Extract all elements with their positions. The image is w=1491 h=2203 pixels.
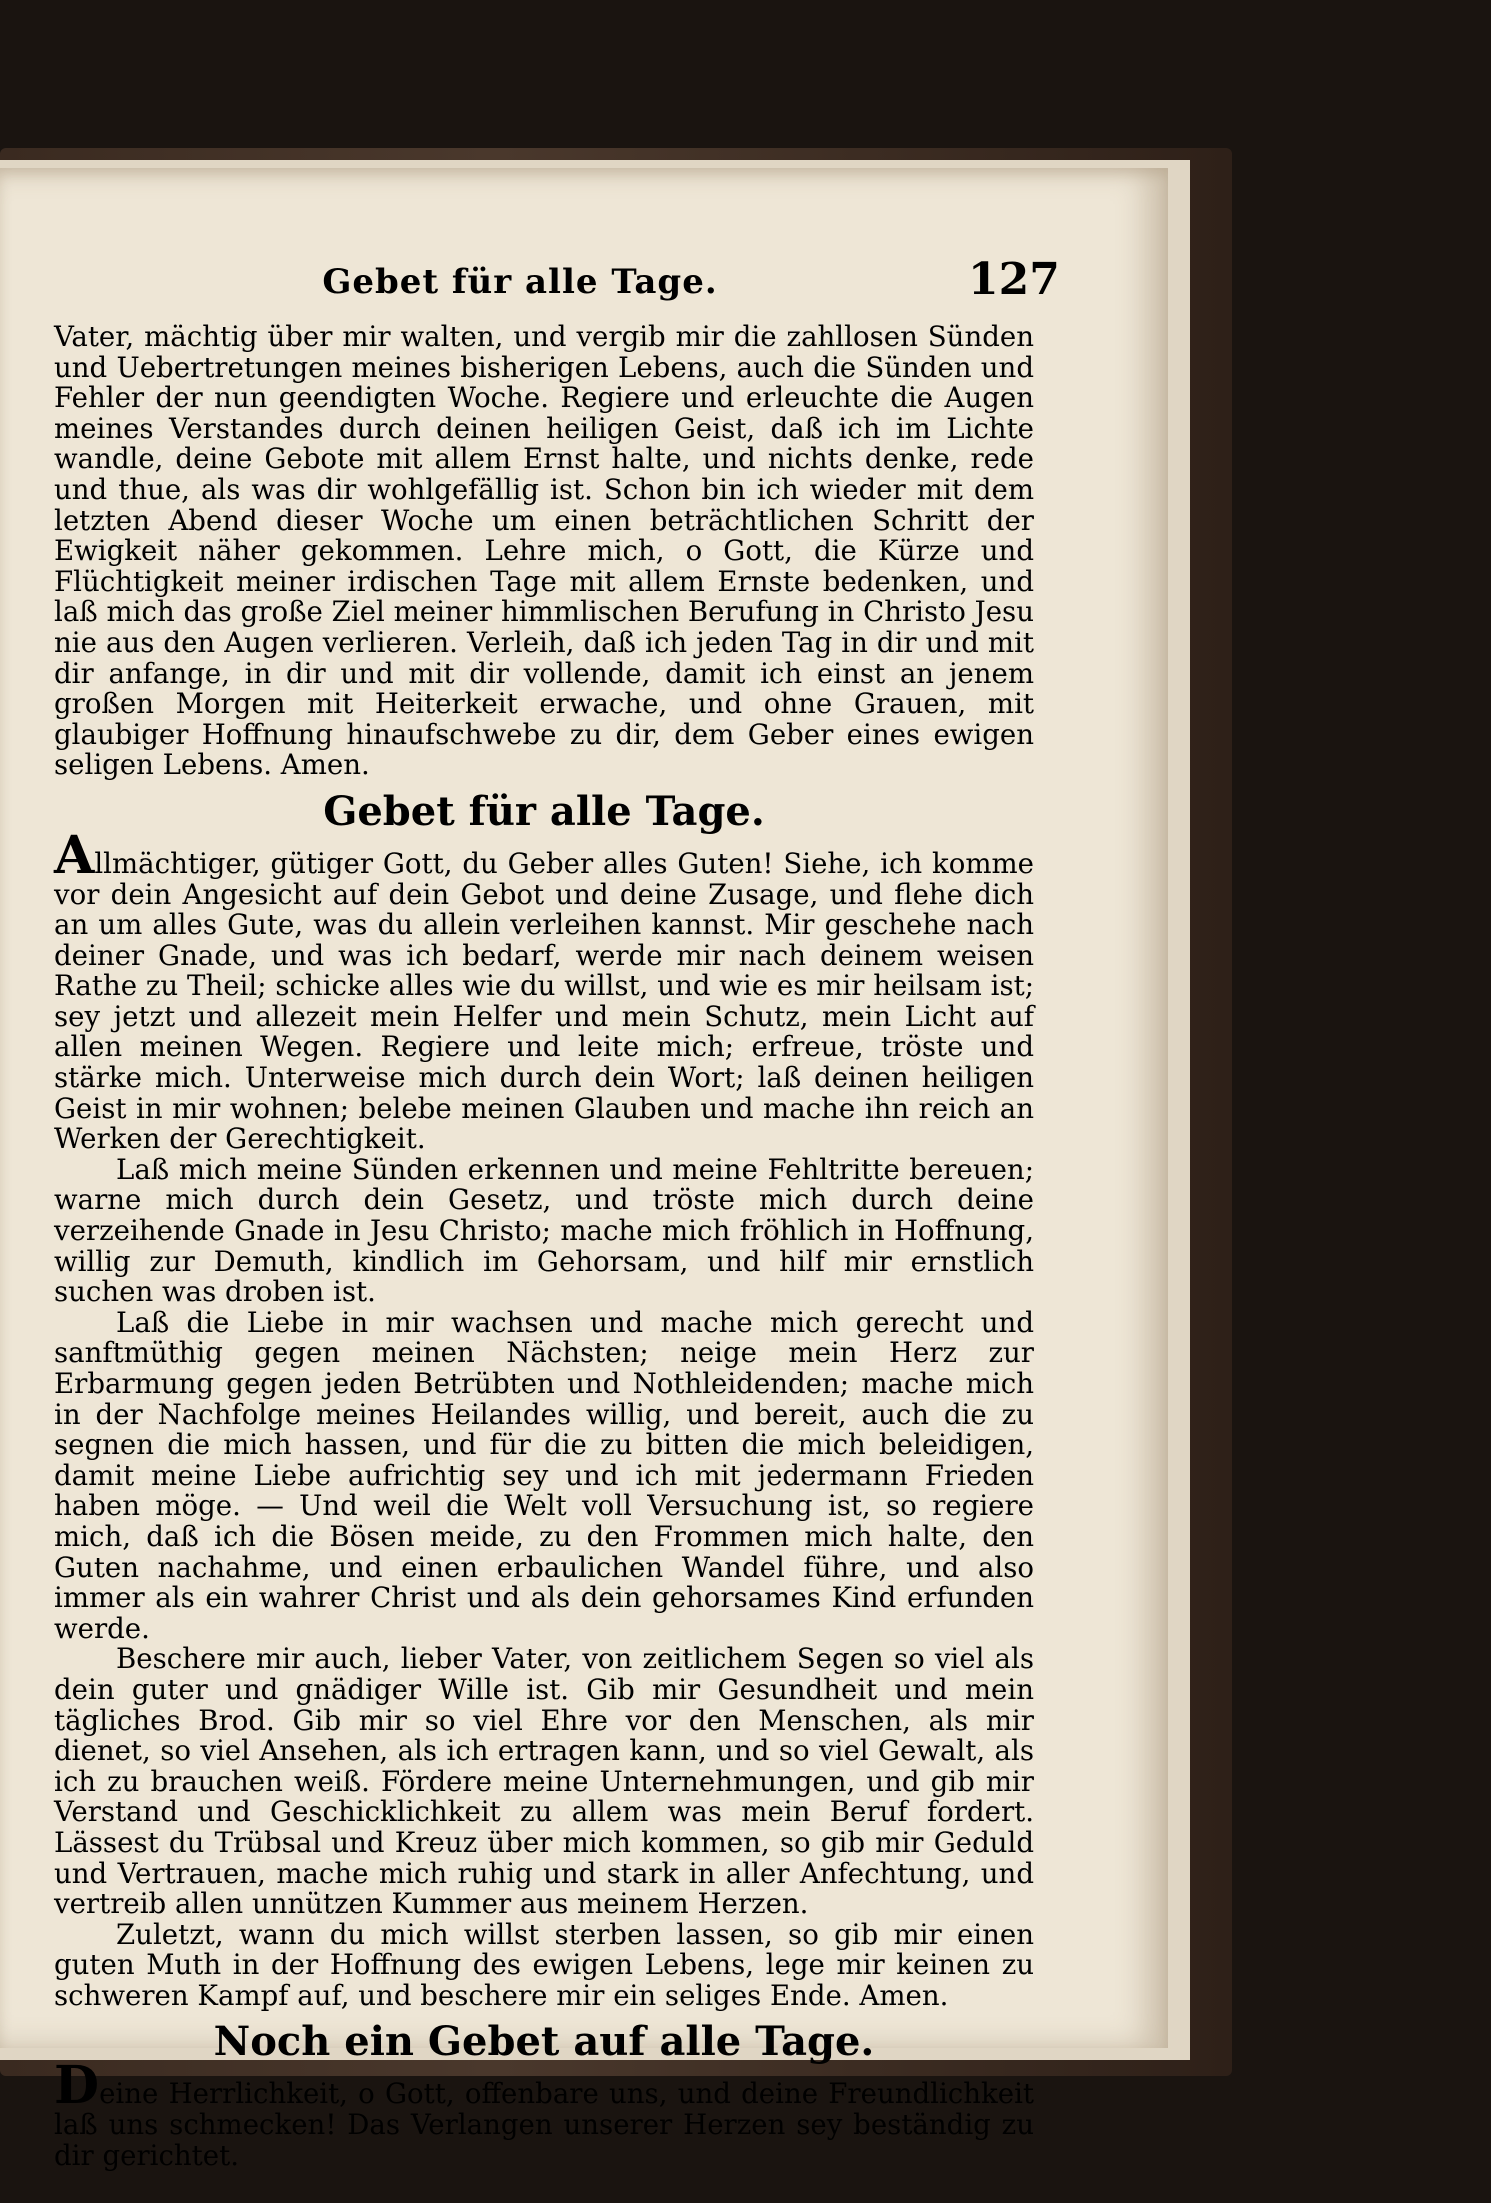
paragraph: Laß die Liebe in mir wachsen und mache mich gerecht und sanftmüthig gegen meinen Nächsten; neige mein Herz zur Erbarmung gegen jeden Betrübten und Nothleidenden; mache mich in der Nachfolge meines Heilandes willig, und bereit, auch die zu segnen die mich hassen, und für die zu bitten die mich beleidigen, damit meine Liebe aufrichtig sey und ich mit jedermann Frieden haben möge. — Und weil die Welt voll Versuchung ist, so regiere mich, daß ich die Bösen meide, zu den Frommen mich halte, den Guten nachahme, und einen erbaulichen Wandel führe, und also immer als ein wahrer Christ und als dein gehorsames Kind erfunden werde. [54,1305,1034,1645]
page-number: 127 [968,254,1060,305]
paragraph: Zuletzt, wann du mich willst sterben lassen, so gib mir einen guten Muth in der Hoffnung des ewigen Lebens, lege mir keinen zu schweren Kampf auf, und beschere mir ein seliges Ende. Amen. [54,1917,1034,2012]
section-title-1: Gebet für alle Tage. [323,787,765,835]
page-body [54,322,1034,2171]
paragraph: Laß mich meine Sünden erkennen und meine Fehltritte bereuen; warne mich durch dein Gesetz, und tröste mich durch deine verzeihende Gnade in Jesu Christo; mache mich fröhlich in Hoffnung, willig zur Demuth, kindlich im Gehorsam, und hilf mir ernstlich suchen was droben ist. [54,1152,1034,1309]
paragraph: Beschere mir auch, lieber Vater, von zeitlichem Segen so viel als dein guter und gnädiger Wille ist. Gib mir Gesundheit und mein tägliches Brod. Gib mir so viel Ehre vor den Menschen, als mir dienet, so viel Ansehen, als ich ertragen kann, und so viel Gewalt, als ich zu brauchen weiß. Fördere meine Unternehmungen, und gib mir Verstand und Geschicklichkeit zu allem was mein Beruf fordert. Lässest du Trübsal und Kreuz über mich kommen, so gib mir Geduld und Vertrauen, mache mich ruhig und stark in aller Anfechtung, und vertreib allen unnützen Kummer aus meinem Herzen. [54,1642,1034,1921]
section-2-first-paragraph-text: eine Herrlichkeit, o Gott, offenbare uns, und deine Freundlichkeit laß uns schmecken! Das Verlangen unserer Herzen sey beständig zu dir gerichtet. [54,2077,1034,2172]
dropcap-a: A [54,824,95,886]
paragraph-continued: Vater, mächtig über mir walten, und vergib mir die zahllosen Sünden und Uebertretungen meines bisherigen Lebens, auch die Sünden und Fehler der nun geendigten Woche. Regiere und erleuchte die Augen meines Verstandes durch deinen heiligen Geist, daß ich im Lichte wandle, deine Gebote mit allem Ernst halte, und nichts denke, rede und thue, als was dir wohlgefällig ist. Schon bin ich wieder mit dem letzten Abend dieser Woche um einen beträchtlichen Schritt der Ewigkeit näher gekommen. Lehre mich, o Gott, die Kürze und Flüchtigkeit meiner irdischen Tage mit allem Ernste bedenken, und laß mich das große Ziel meiner himmlischen Berufung in Christo Jesu nie aus den Augen verlieren. Verleih, daß ich jeden Tag in dir und mit dir anfange, in dir und mit dir vollende, damit ich einst an jenem großen Morgen mit Heiterkeit erwache, und ohne Grauen, mit glaubiger Hoffnung hinaufschwebe zu dir, dem Geber eines ewigen seligen Lebens. Amen. [54,320,1034,782]
running-title: Gebet für alle Tage. [322,262,718,302]
section-1-first-paragraph [54,824,1034,1156]
section-2-first-paragraph [54,2055,1034,2172]
dropcap-d: D [54,2055,100,2117]
section-1-first-paragraph-text: llmächtiger, gütiger Gott, du Geber alles Guten! Siehe, ich komme vor dein Angesicht auf dein Gebot und deine Zusage, und flehe dich an um alles Gute, was du allein verleihen kannst. Mir geschehe nach deiner Gnade, und was ich bedarf, werde mir nach deinem weisen Rathe zu Theil; schicke alles wie du willst, und wie es mir heilsam ist; sey jetzt und allezeit mein Helfer und mein Schutz, mein Licht auf allen meinen Wegen. Regiere und leite mich; erfreue, tröste und stärke mich. Unterweise mich durch dein Wort; laß deinen heiligen Geist in mir wohnen; belebe meinen Glauben und mache ihn reich an Werken der Gerechtigkeit. [54,846,1034,1156]
section-title-2: Noch ein Gebet auf alle Tage. [213,2018,875,2066]
